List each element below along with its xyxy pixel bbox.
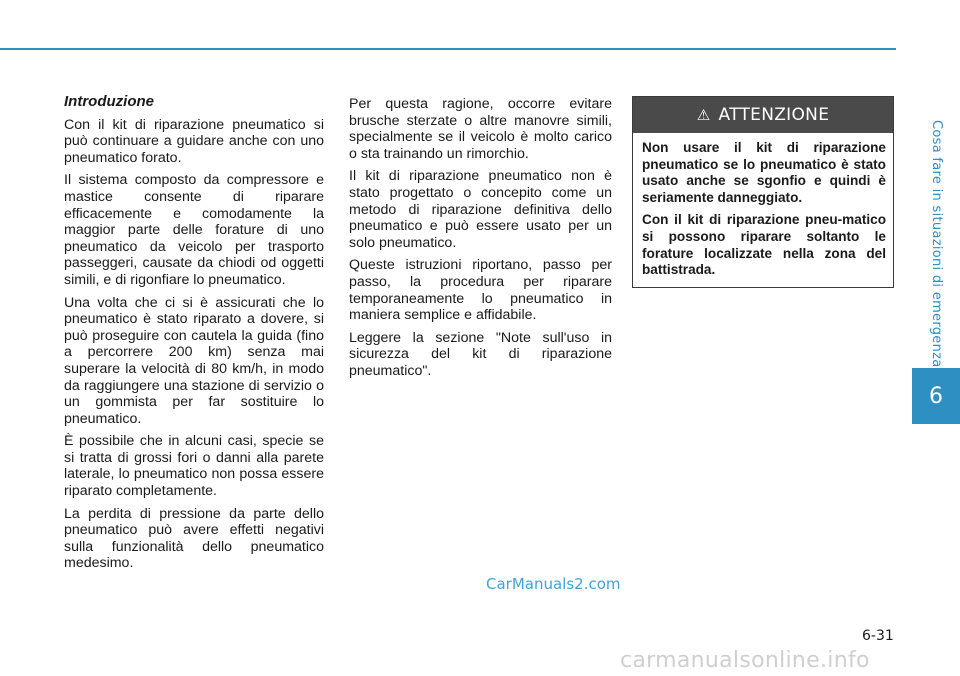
paragraph: Il sistema composto da compressore e mastice consente di riparare efficacemente e comodamente la maggior parte delle forature di uno pneumatico da veicolo per trasporto passeggeri, causate da chiodi od oggetti simili, e di rigonfiare lo pneumatico. (64, 172, 324, 288)
footer-watermark: carmanualsonline.info (620, 648, 870, 673)
column-middle (349, 96, 612, 386)
section-heading: Introduzione (64, 93, 154, 110)
chapter-tab[interactable] (912, 368, 960, 424)
paragraph: La perdita di pressione da parte dello pneumatico può avere effetti negativi sulla funzionalità dello pneumatico medesimo. (64, 505, 324, 572)
warning-paragraph: Con il kit di riparazione pneu-matico si possono riparare soltanto le forature localizzate nella zona del battistrada. (642, 212, 886, 278)
chapter-side-title: Cosa fare in situazioni di emergenza (929, 120, 944, 368)
paragraph: Una volta che ci si è assicurati che lo pneumatico è stato riparato a dovere, si può proseguire con cautela la guida (fino a percorrere 200 km) senza mai superare la velocità di 80 km/h, in modo da raggiungere una stazione di servizio o un gommista per far sostituire lo pneumatico. (64, 294, 324, 427)
warning-paragraph: Non usare il kit di riparazione pneumatico se lo pneumatico è stato usato anche se sgonfio e quindi è seriamente danneggiato. (642, 140, 886, 205)
warning-header (633, 97, 893, 133)
warning-body (633, 133, 893, 279)
paragraph: Leggere la sezione "Note sull'uso in sicurezza del kit di riparazione pneumatico". (349, 329, 612, 379)
warning-triangle-icon: ⚠ (696, 106, 711, 124)
column-left (64, 94, 324, 578)
watermark-link[interactable]: CarManuals2.com (486, 575, 621, 593)
paragraph: Con il kit di riparazione pneumatico si può continuare a guidare anche con uno pneumatico forato. (64, 116, 324, 166)
paragraph: Per questa ragione, occorre evitare brusche sterzate o altre manovre simili, specialmente se il veicolo è molto carico o sta trainando un rimorchio. (349, 96, 612, 162)
paragraph: Il kit di riparazione pneumatico non è stato progettato o concepito come un metodo di riparazione definitiva dello pneumatico e può essere usato per un solo pneumatico. (349, 168, 612, 251)
paragraph: È possibile che in alcuni casi, specie se si tratta di grossi fori o danni alla parete laterale, lo pneumatico non possa essere riparato completamente. (64, 433, 324, 500)
warning-box (632, 96, 894, 288)
page-number: 6-31 (862, 628, 894, 644)
warning-title: ATTENZIONE (718, 105, 830, 125)
chapter-number: 6 (929, 383, 943, 409)
paragraph: Queste istruzioni riportano, passo per passo, la procedura per riparare temporaneamente lo pneumatico in maniera semplice e affidabile. (349, 257, 612, 324)
header-rule (0, 48, 896, 50)
